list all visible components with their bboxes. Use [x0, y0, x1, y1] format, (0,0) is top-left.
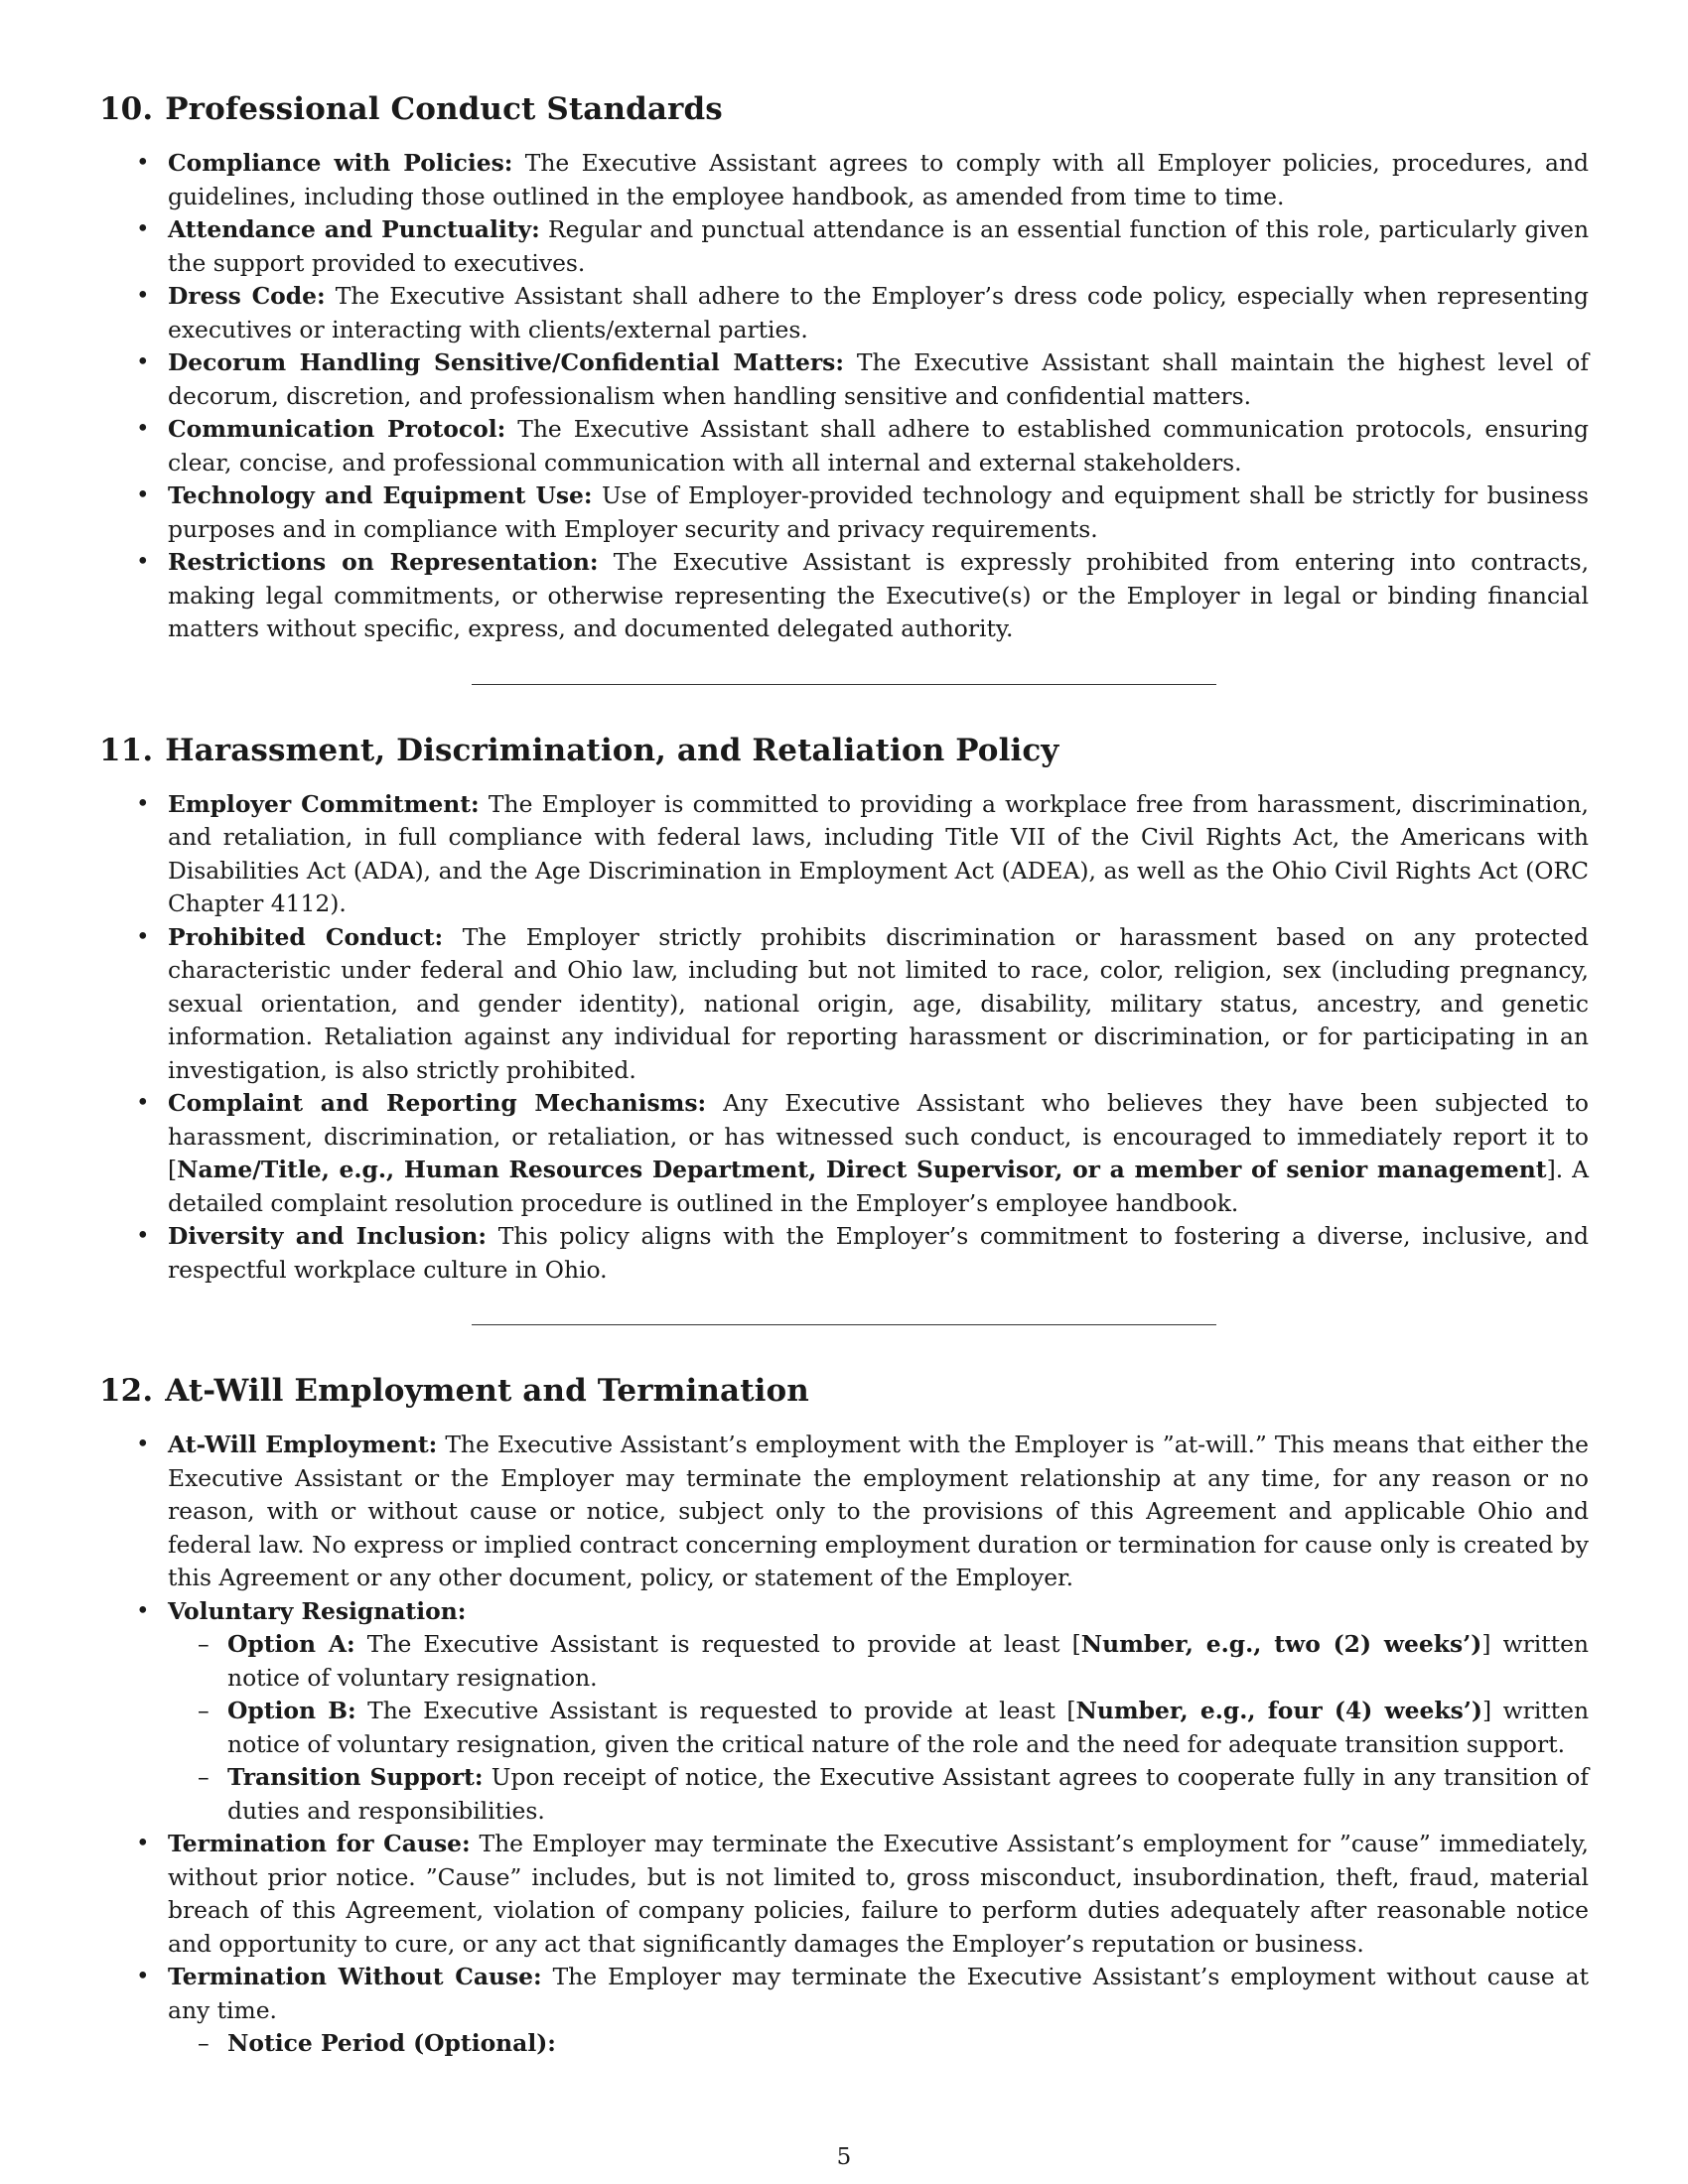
section-heading: 12. At-Will Employment and Termination	[99, 1373, 809, 1409]
sub-list-item: – Option B: The Executive Assistant is requested to provide at least [Number, e.g., four (4) weeks’)] written notice of voluntary resignation, given the critical nature of the role and the need for adequate transition support.	[168, 1695, 1589, 1761]
list-item: • Termination for Cause: The Employer may terminate the Executive Assistant’s employment for ”cause” immediately, without prior notice. ”Cause” includes, but is not limited to, gross misconduct, insubordination, theft, fraud, material breach of this Agreement, violation of company policies, failure to perform duties adequately after reasonable notice and opportunity to cure, or any act that significantly damages the Employer’s reputation or business.	[99, 1828, 1589, 1961]
list-item: • Termination Without Cause: The Employer may terminate the Executive Assistant’s employment without cause at any time. – Notice Period (Optional):	[99, 1961, 1589, 2061]
section-list	[99, 1429, 1589, 2061]
section-heading: 11. Harassment, Discrimination, and Retaliation Policy	[99, 732, 1059, 768]
list-item: • At-Will Employment: The Executive Assistant’s employment with the Employer is ”at-will.” This means that either the Executive Assistant or the Employer may terminate the employment relationship at any time, for any reason or no reason, with or without cause or notice, subject only to the provisions of this Agreement and applicable Ohio and federal law. No express or implied contract concerning employment duration or termination for cause only is created by this Agreement or any other document, policy, or statement of the Employer.	[99, 1429, 1589, 1595]
sub-list-item: – Transition Support: Upon receipt of notice, the Executive Assistant agrees to cooperate fully in any transition of duties and responsibilities.	[168, 1761, 1589, 1828]
document-page	[99, 91, 1589, 2061]
list-item: • Prohibited Conduct: The Employer strictly prohibits discrimination or harassment based on any protected characteristic under federal and Ohio law, including but not limited to race, color, religion, sex (including pregnancy, sexual orientation, and gender identity), national origin, age, disability, military status, ancestry, and genetic information. Retaliation against any individual for reporting harassment or discrimination, or for participating in an investigation, is also strictly prohibited.	[99, 921, 1589, 1088]
list-item: • Voluntary Resignation: – Option A: The Executive Assistant is requested to provide at least [Number, e.g., two (2) weeks’)] written notice of voluntary resignation. – Option B: The Executive Assistant is requested to provide at least [Number, e.g., four (4) weeks’)] written notice of voluntary resignation, given the critical nature of the role and the need for adequate transition support. – Transition Support: Upon receipt of notice, the Executive Assistant agrees to cooperate fully in any transition of duties and responsibilities.	[99, 1595, 1589, 1829]
section-list	[99, 147, 1589, 646]
list-item: • Technology and Equipment Use: Use of Employer-provided technology and equipment shall be strictly for business purposes and in compliance with Employer security and privacy requirements.	[99, 479, 1589, 546]
sub-list	[168, 1628, 1589, 1828]
list-item: • Communication Protocol: The Executive Assistant shall adhere to established communication protocols, ensuring clear, concise, and professional communication with all internal and external stakeholders.	[99, 413, 1589, 479]
sub-list	[168, 2027, 1589, 2061]
section-list	[99, 788, 1589, 1288]
list-item: • Diversity and Inclusion: This policy aligns with the Employer’s commitment to fostering a diverse, inclusive, and respectful workplace culture in Ohio.	[99, 1220, 1589, 1287]
list-item: • Employer Commitment: The Employer is committed to providing a workplace free from harassment, discrimination, and retaliation, in full compliance with federal laws, including Title VII of the Civil Rights Act, the Americans with Disabilities Act (ADA), and the Age Discrimination in Employment Act (ADEA), as well as the Ohio Civil Rights Act (ORC Chapter 4112).	[99, 788, 1589, 921]
list-item: • Restrictions on Representation: The Executive Assistant is expressly prohibited from entering into contracts, making legal commitments, or otherwise representing the Executive(s) or the Employer in legal or binding financial matters without specific, express, and documented delegated authority.	[99, 546, 1589, 646]
sub-list-item: – Notice Period (Optional):	[168, 2027, 1589, 2061]
list-item: • Compliance with Policies: The Executive Assistant agrees to comply with all Employer policies, procedures, and guidelines, including those outlined in the employee handbook, as amended from time to time.	[99, 147, 1589, 213]
section-heading: 10. Professional Conduct Standards	[99, 91, 723, 127]
list-item: • Decorum Handling Sensitive/Confidential Matters: The Executive Assistant shall maintain the highest level of decorum, discretion, and professionalism when handling sensitive and confidential matters.	[99, 346, 1589, 413]
sub-list-item: – Option A: The Executive Assistant is requested to provide at least [Number, e.g., two (2) weeks’)] written notice of voluntary resignation.	[168, 1628, 1589, 1695]
list-item: • Dress Code: The Executive Assistant shall adhere to the Employer’s dress code policy, especially when representing executives or interacting with clients/external parties.	[99, 280, 1589, 346]
list-item: • Attendance and Punctuality: Regular and punctual attendance is an essential function of this role, particularly given the support provided to executives.	[99, 213, 1589, 280]
list-item: • Complaint and Reporting Mechanisms: Any Executive Assistant who believes they have been subjected to harassment, discrimination, or retaliation, or has witnessed such conduct, is encouraged to immediately report it to [Name/Title, e.g., Human Resources Department, Direct Supervisor, or a member of senior management]. A detailed complaint resolution procedure is outlined in the Employer’s employee handbook.	[99, 1087, 1589, 1220]
page-number: 5	[836, 2144, 852, 2170]
